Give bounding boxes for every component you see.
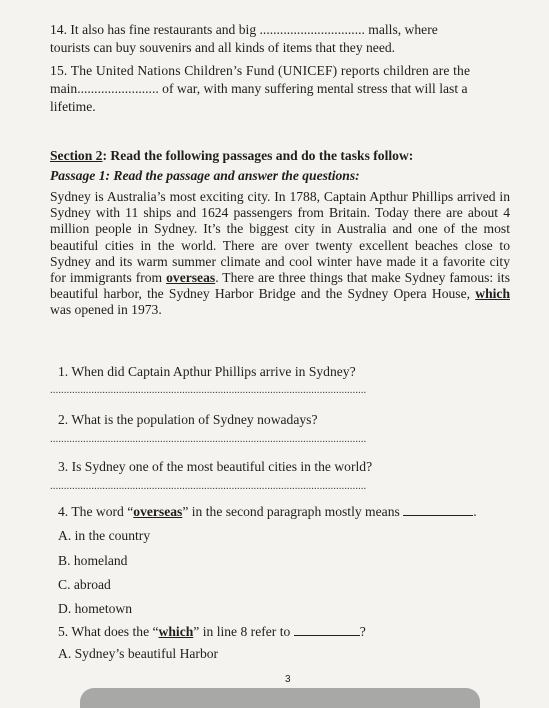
question-2: 2. What is the population of Sydney nowadays? [58,412,318,427]
q5-question-mark: ? [359,624,366,639]
passage-word-overseas: overseas [166,270,216,286]
question-5 [58,624,366,640]
q4-text-end: ” in the second paragraph mostly means [182,504,400,519]
q4-word-overseas: overseas [133,504,183,519]
passage-word-which: which [475,286,510,302]
passage-text-3: was opened in 1973. [50,302,162,318]
q4-text-start: 4. The word “ [58,504,134,519]
section2-instruction: : Read the following passages and do the tasks follow: [102,148,414,163]
passage-title: Passage 1: Read the passage and answer the questions: [50,168,360,183]
answer-line-2[interactable]: ................................................................................................................... [50,434,367,444]
question-1: 1. When did Captain Apthur Phillips arrive in Sydney? [58,364,356,379]
q14-line1 [50,22,438,38]
q15-line3: lifetime. [50,99,96,114]
q4-period: . [473,504,477,519]
passage-body [50,189,510,319]
q14-line2: tourists can buy souvenirs and all kinds of items that they need. [50,40,396,55]
q5-blank[interactable] [294,625,360,636]
q15-blank[interactable]: ........................ [77,81,159,96]
bottom-overlay-bar [80,688,480,708]
q15-text-end: of war, with many suffering mental stress that will last a [162,81,468,96]
question-4 [58,504,477,520]
q15-line1: 15. The United Nations Children’s Fund (UNICEF) reports children are the [50,63,471,78]
answer-line-1[interactable]: ................................................................................................................... [50,385,367,395]
q4-option-d: D. hometown [58,601,133,616]
passage-text-1: Sydney is Australia’s most exciting city. In 1788, Captain Apthur Phillips arrived in Sydney with 11 ships and 1624 passengers from Britain. Today there are about 4 million people in Sydney. It’s the biggest city in Australia and one of the most beautiful cities in the world. There are over twenty excellent beaches close to Sydney and its warm summer climate and cool winter have made it a favorite city for immigrants from [50,189,510,286]
q14-blank[interactable]: ............................... [259,22,365,37]
page-number: 3 [285,674,291,685]
passage-text-2: . There are three things that make Sydney famous: its beautiful harbor, the Sydney Harbor Bridge and the Sydney Opera House, [50,270,510,302]
q5-option-a: A. Sydney’s beautiful Harbor [58,646,219,661]
section2-label: Section 2 [50,148,103,163]
q5-word-which: which [158,624,194,639]
q4-option-b: B. homeland [58,553,128,568]
q14-text-end: malls, where [368,22,438,37]
answer-line-3[interactable]: ................................................................................................................... [50,481,367,491]
question-3: 3. Is Sydney one of the most beautiful cities in the world? [58,459,373,474]
q15-text-start: main [50,81,78,96]
q14-text-start: 14. It also has fine restaurants and big [50,22,257,37]
q5-text-end: ” in line 8 refer to [193,624,291,639]
q4-option-a: A. in the country [58,528,151,543]
q4-blank[interactable] [403,505,473,516]
section2-heading [50,148,413,164]
q15-line2 [50,81,468,97]
q5-text-start: 5. What does the “ [58,624,159,639]
q4-option-c: C. abroad [58,577,111,592]
